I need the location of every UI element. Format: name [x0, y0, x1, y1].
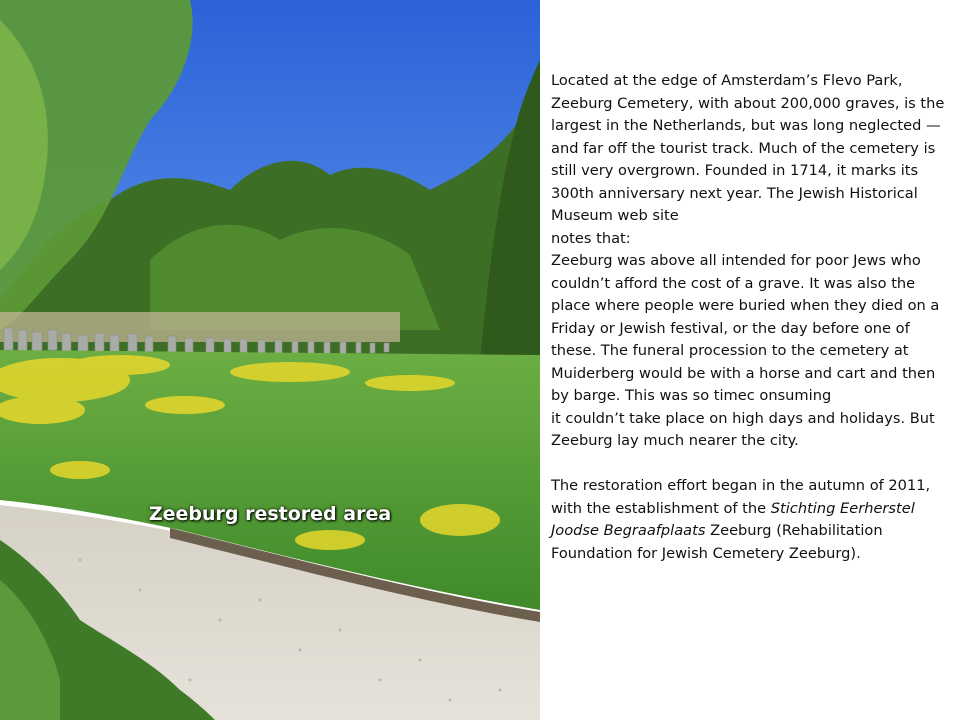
- dry-grass-strip: [0, 312, 400, 342]
- article-text: [551, 70, 955, 565]
- paragraph-quote-cont: it couldn’t take place on high days and holidays. But Zeeburg lay much nearer the city.: [551, 409, 935, 449]
- paragraph-gap: [551, 453, 955, 476]
- restoration-text-start: The restoration effort began in the autumn of 2011, with the establishment of the: [551, 477, 931, 517]
- foundation-name: Stichting Eerherstel Joodse Begraafplaats: [551, 499, 915, 539]
- paragraph-intro: Located at the edge of Amsterdam’s Flevo Park, Zeeburg Cemetery, with about 200,000 graves, is the largest in the Netherlands, but was long neglected — and far off the tourist track. Much of the cemetery is still very overgrown. Founded in 1714, it marks its 300th anniversary next year. The Jewish Historical Museum web site: [551, 72, 945, 224]
- photo-caption: Zeeburg restored area: [148, 503, 392, 525]
- paragraph-restoration: [551, 475, 955, 565]
- restoration-text-end: Zeeburg (Rehabilitation Foundation for Jewish Cemetery Zeeburg).: [551, 522, 883, 562]
- paragraph-quote: Zeeburg was above all intended for poor Jews who couldn’t afford the cost of a grave. It was also the place where people were buried when they died on a Friday or Jewish festival, or the day before one of these. The funeral procession to the cemetery at Muiderberg would be with a horse and cart and then by barge. This was so timec onsuming: [551, 252, 940, 404]
- paragraph-notes: notes that:: [551, 229, 631, 247]
